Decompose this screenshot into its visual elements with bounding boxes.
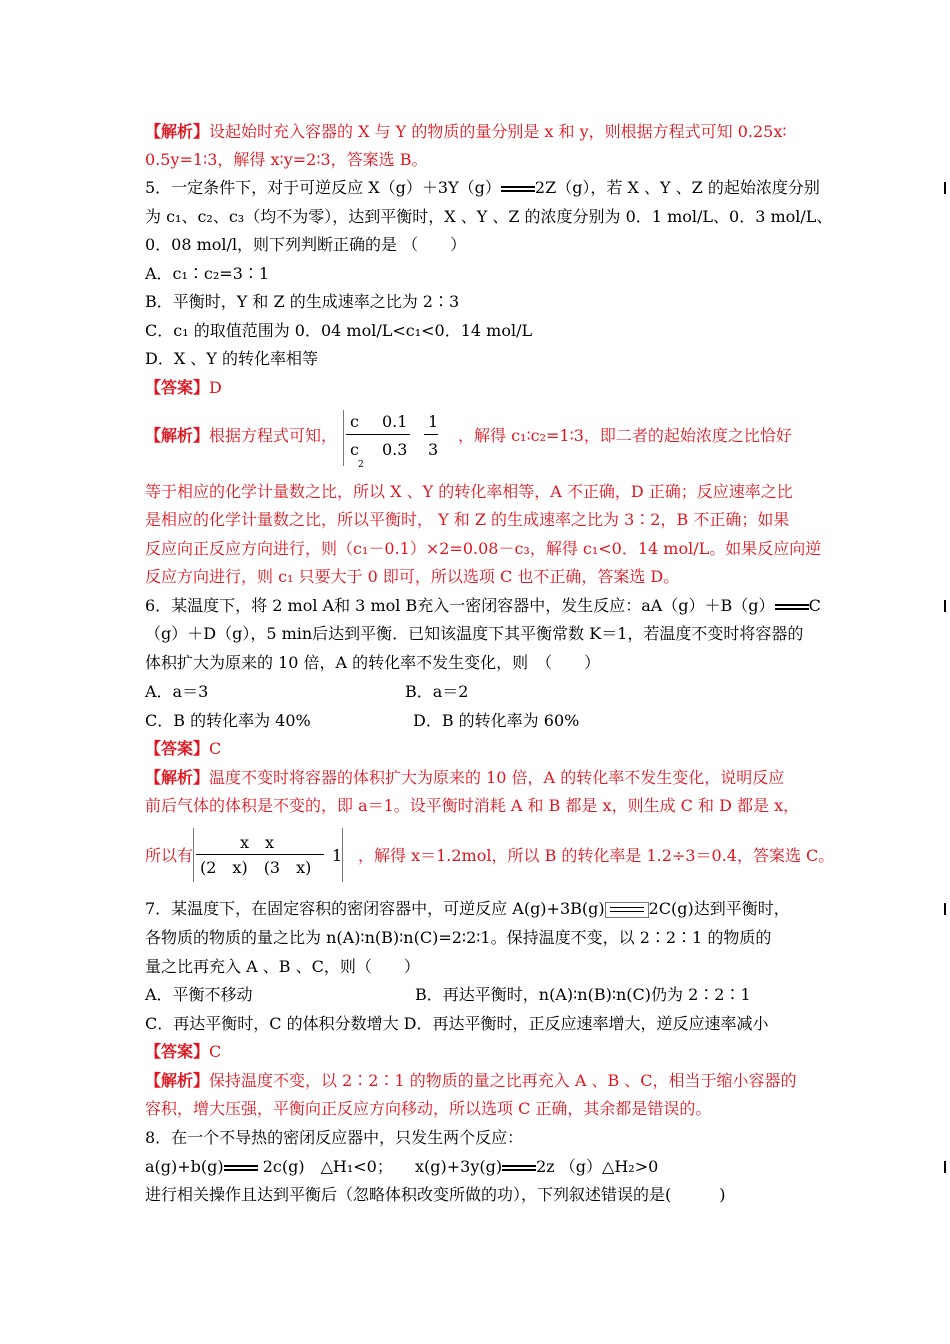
option-b: B．平衡时，Y 和 Z 的生成速率之比为 2∶3 [145, 292, 460, 311]
answer-line [145, 378, 222, 398]
equilibrium-arrow-icon [605, 902, 649, 918]
answer-line [145, 1042, 221, 1062]
fraction-bar [346, 434, 410, 435]
answer-value: C [209, 1042, 222, 1061]
option-a: A．平衡不移动 [145, 985, 253, 1004]
explanation-line: 【解析】保持温度不变，以 2∶2∶1 的物质的量之比再充入 A 、B 、C，相当于缩小容器的 [145, 1071, 797, 1090]
question-5-stem: 0．08 mol/l，则下列判断正确的是 （ ） [145, 235, 467, 254]
explanation-line: 【解析】温度不变时将容器的体积扩大为原来的 10 倍，A 的转化率不发生变化，说明反应 [145, 768, 785, 787]
explanation-line [145, 122, 787, 142]
option-c-d: C．再达平衡时，C 的体积分数增大 D．再达平衡时，正反应速率增大，逆反应速率减小 [145, 1014, 769, 1033]
explanation-line: 前后气体的体积是不变的，即 a＝1。设平衡时消耗 A 和 B 都是 x，则生成 C 和 D 都是 x， [145, 796, 800, 815]
option-d: D．B 的转化率为 60% [413, 711, 580, 730]
margin-mark [944, 182, 946, 194]
option-a: A．a＝3 [145, 682, 209, 701]
jiexi-tag: 【解析】 [145, 122, 210, 141]
question-5-stem: 5．一定条件下，对于可逆反应 X（g）＋3Y（g） 2Z（g），若 X 、Y 、Z 的起始浓度分别 [145, 178, 820, 197]
explanation-text: ，解得 x＝1.2mol，所以 B 的转化率是 1.2÷3＝0.4，答案选 C。 [358, 846, 835, 865]
explanation-line: 0.5y=1∶3，解得 x∶y=2∶3，答案选 B。 [145, 150, 428, 169]
fraction-bar [196, 854, 324, 855]
question-8-equations: x(g)+3y(g) 2z （g）△H₂>0 [415, 1157, 659, 1176]
option-a: A．c₁∶c₂=3∶1 [145, 264, 270, 283]
equilibrium-arrow-icon [502, 1163, 536, 1173]
question-7-stem: 7．某温度下，在固定容积的密闭容器中，可逆反应 A(g)+3B(g) 2C(g)达到平衡时， [145, 899, 790, 918]
explanation-line: 【解析】根据方程式可知， [145, 426, 338, 445]
explanation-line: 是相应的化学计量数之比，所以平衡时， Y 和 Z 的生成速率之比为 3∶2，B 不正确；如果 [145, 510, 790, 529]
question-8-stem: 进行相关操作且达到平衡后（忽略体积改变所做的功），下列叙述错误的是( ) [145, 1185, 726, 1204]
fraction-border [343, 410, 344, 466]
margin-mark [944, 600, 946, 612]
option-b: B．再达平衡时，n(A)∶n(B)∶n(C)仍为 2∶2∶1 [415, 985, 751, 1004]
margin-mark [944, 903, 946, 915]
question-7-stem: 量之比再充入 A 、B 、C，则（ ） [145, 957, 420, 976]
answer-value: C [209, 739, 222, 758]
explanation-text: 所以有 [145, 846, 194, 865]
option-b: B．a＝2 [405, 682, 469, 701]
option-d: D．X 、Y 的转化率相等 [145, 349, 318, 368]
equilibrium-arrow-icon [775, 602, 809, 612]
margin-mark [944, 1161, 946, 1173]
fraction-bar [424, 434, 438, 435]
question-8-stem: 8．在一个不导热的密闭反应器中，只发生两个反应： [145, 1128, 524, 1147]
answer-tag: 【答案】 [145, 1042, 210, 1061]
explanation-text: 设起始时充入容器的 X 与 Y 的物质的量分别是 x 和 y，则根据方程式可知 0.25x∶ [209, 122, 787, 141]
explanation-line: 容积，增大压强，平衡向正反应方向移动，所以选项 C 正确，其余都是错误的。 [145, 1099, 712, 1118]
question-6-stem: （g）＋D（g），5 min后达到平衡．已知该温度下其平衡常数 K＝1，若温度不变时将容器的 [145, 624, 804, 643]
equilibrium-arrow-icon [224, 1163, 258, 1173]
question-5-stem: 为 c₁、c₂、c₃（均不为零），达到平衡时，X 、Y 、Z 的浓度分别为 0．1 mol/L、0．3 mol/L、 [145, 207, 833, 226]
option-c: C．c₁ 的取值范围为 0．04 mol/L<c₁<0．14 mol/L [145, 321, 533, 340]
explanation-line: 等于相应的化学计量数之比，所以 X 、Y 的转化率相等，A 不正确，D 正确；反应速率之比 [145, 482, 793, 501]
question-8-equations: a(g)+b(g) 2c(g) △H₁<0； [145, 1157, 393, 1176]
answer-tag: 【答案】 [145, 378, 210, 397]
question-7-stem: 各物质的物质的量之比为 n(A)∶n(B)∶n(C)=2∶2∶1。保持温度不变，以 2∶2∶1 的物质的 [145, 928, 772, 947]
equilibrium-arrow-icon [501, 184, 535, 194]
question-6-stem: 体积扩大为原来的 10 倍，A 的转化率不发生变化，则 （ ） [145, 653, 601, 672]
question-6-stem: 6．某温度下，将 2 mol A和 3 mol B充入一密闭容器中，发生反应：aA（g）＋B（g） C [145, 596, 821, 615]
explanation-line: 反应方向进行，则 c₁ 只要大于 0 即可，所以选项 C 也不正确，答案选 D。 [145, 567, 680, 586]
explanation-line: 反应向正反应方向进行，则（c₁－0.1）×2=0.08－c₃，解得 c₁<0．14 mol/L。如果反应向逆 [145, 539, 822, 558]
explanation-text: ，解得 c₁∶c₂=1∶3，即二者的起始浓度之比恰好 [458, 426, 792, 445]
answer-value: D [209, 378, 222, 397]
answer-tag: 【答案】 [145, 739, 210, 758]
answer-line [145, 739, 221, 759]
option-c: C．B 的转化率为 40% [145, 711, 311, 730]
